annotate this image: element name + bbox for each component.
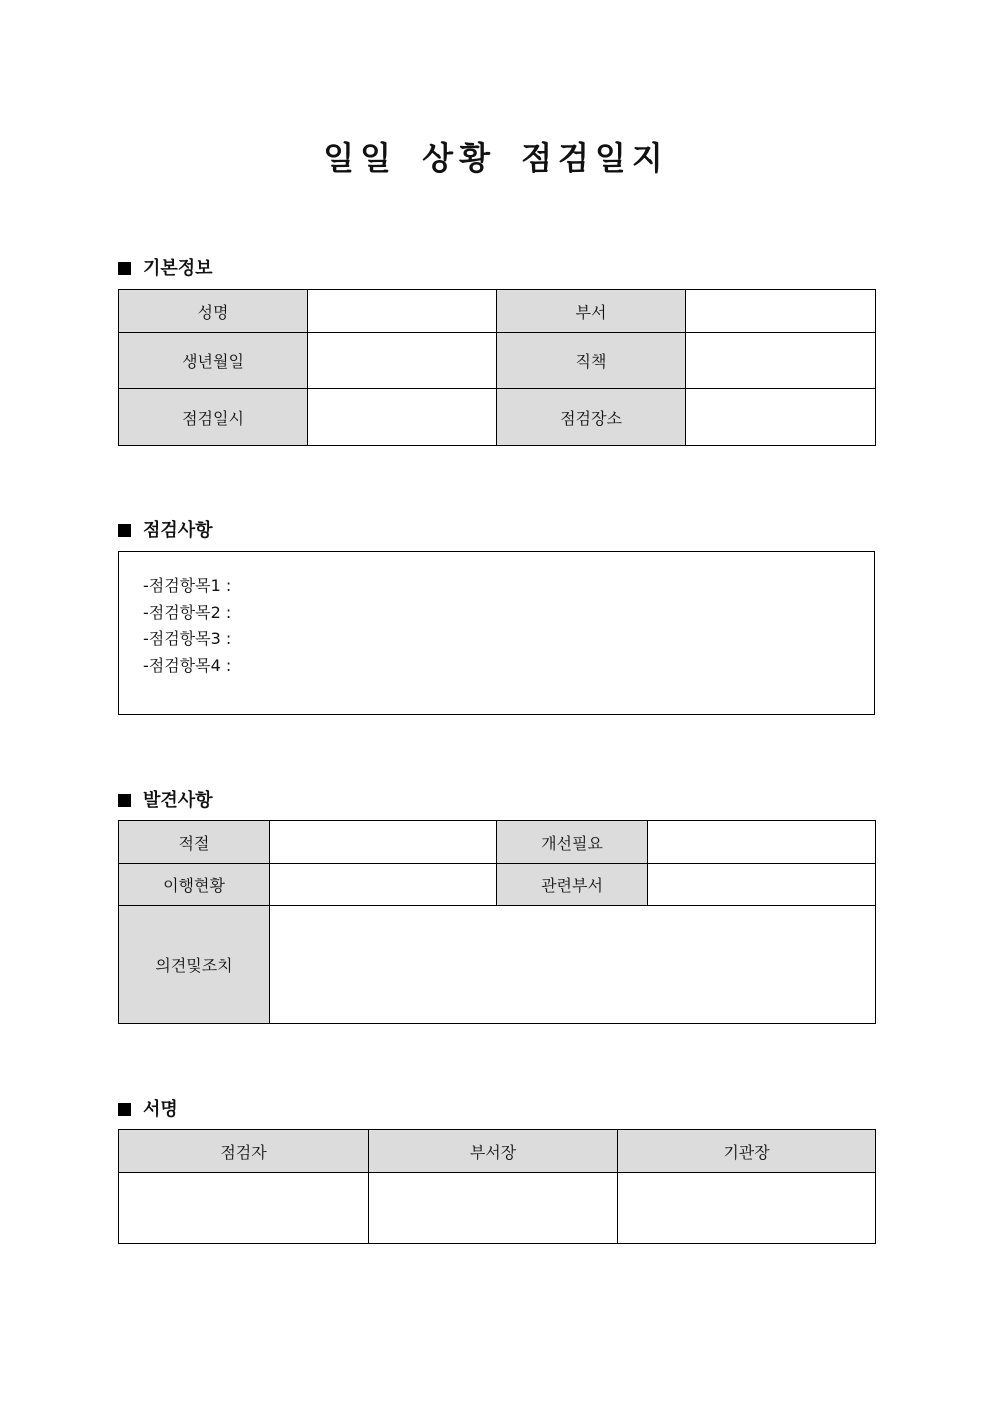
label-related-department: 관련부서 xyxy=(497,864,648,906)
agency-head-signature-field[interactable] xyxy=(618,1173,876,1244)
table-row xyxy=(119,906,876,1024)
name-field[interactable] xyxy=(308,290,497,333)
inspection-datetime-field[interactable] xyxy=(308,389,497,446)
table-row xyxy=(119,821,876,864)
department-head-signature-field[interactable] xyxy=(369,1173,618,1244)
signature-table xyxy=(118,1129,876,1244)
inspection-item: -점검항목2 : xyxy=(143,603,232,622)
related-department-field[interactable] xyxy=(648,864,876,906)
label-appropriate: 적절 xyxy=(119,821,270,864)
label-inspection-place: 점검장소 xyxy=(497,389,686,446)
square-bullet-icon xyxy=(118,1103,131,1116)
label-agency-head: 기관장 xyxy=(618,1130,876,1173)
square-bullet-icon xyxy=(118,262,131,275)
department-field[interactable] xyxy=(686,290,876,333)
table-row xyxy=(119,1130,876,1173)
section-heading-basic xyxy=(118,254,213,280)
label-inspection-datetime: 점검일시 xyxy=(119,389,308,446)
label-name: 성명 xyxy=(119,290,308,333)
birthdate-field[interactable] xyxy=(308,333,497,389)
findings-table xyxy=(118,820,876,1024)
square-bullet-icon xyxy=(118,794,131,807)
label-implementation-status: 이행현황 xyxy=(119,864,270,906)
table-row xyxy=(119,1173,876,1244)
label-department: 부서 xyxy=(497,290,686,333)
label-needs-improvement: 개선필요 xyxy=(497,821,648,864)
section-heading-signature xyxy=(118,1095,178,1121)
label-birthdate: 생년월일 xyxy=(119,333,308,389)
table-row xyxy=(119,333,876,389)
label-position: 직책 xyxy=(497,333,686,389)
section-heading-findings xyxy=(118,786,213,812)
label-opinion-action: 의견및조치 xyxy=(119,906,270,1024)
appropriate-field[interactable] xyxy=(270,821,497,864)
needs-improvement-field[interactable] xyxy=(648,821,876,864)
section-heading-inspection-label: 점검사항 xyxy=(143,520,213,541)
label-inspector: 점검자 xyxy=(119,1130,369,1173)
square-bullet-icon xyxy=(118,524,131,537)
table-row xyxy=(119,290,876,333)
implementation-status-field[interactable] xyxy=(270,864,497,906)
inspection-items-box[interactable] xyxy=(118,551,875,715)
section-heading-basic-label: 기본정보 xyxy=(143,258,213,279)
section-heading-inspection xyxy=(118,516,213,542)
label-department-head: 부서장 xyxy=(369,1130,618,1173)
basic-info-table xyxy=(118,289,876,446)
inspector-signature-field[interactable] xyxy=(119,1173,369,1244)
opinion-action-field[interactable] xyxy=(270,906,876,1024)
table-row xyxy=(119,864,876,906)
inspection-place-field[interactable] xyxy=(686,389,876,446)
section-heading-findings-label: 발견사항 xyxy=(143,790,213,811)
inspection-item: -점검항목3 : xyxy=(143,629,232,648)
inspection-item: -점검항목1 : xyxy=(143,576,232,595)
table-row xyxy=(119,389,876,446)
section-heading-signature-label: 서명 xyxy=(143,1099,178,1120)
inspection-item: -점검항목4 : xyxy=(143,656,232,675)
page-title: 일일 상황 점검일지 xyxy=(323,139,669,177)
position-field[interactable] xyxy=(686,333,876,389)
